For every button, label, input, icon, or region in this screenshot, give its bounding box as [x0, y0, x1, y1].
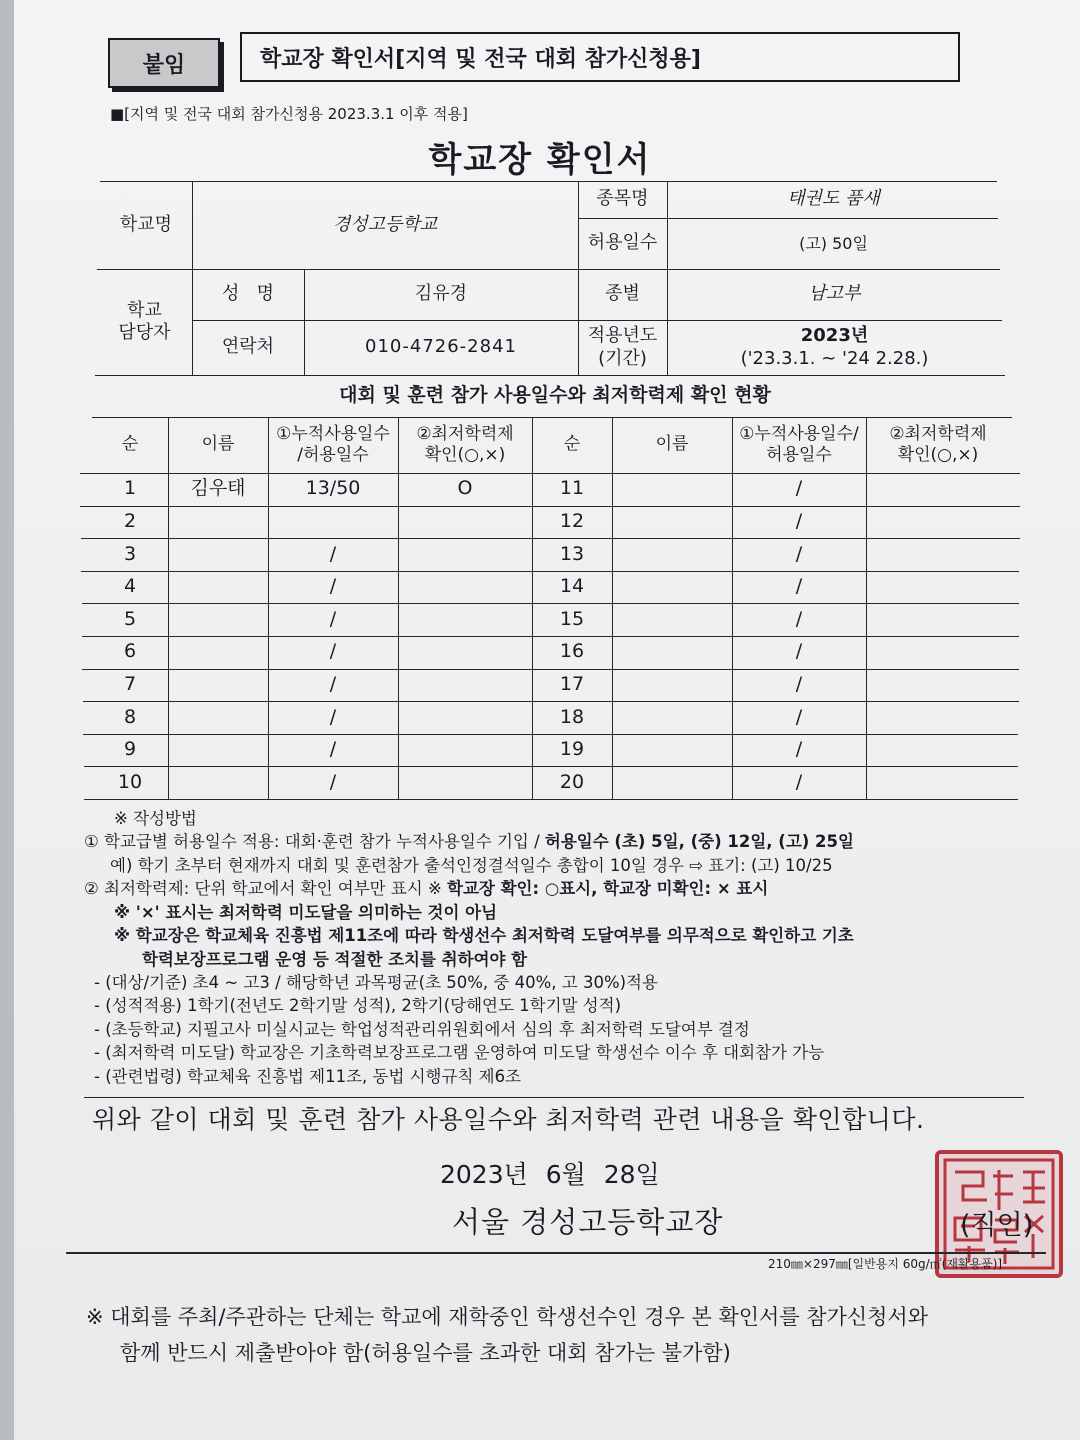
- footer-note: [86, 1300, 928, 1371]
- table-cell-days: /: [795, 770, 803, 793]
- note-text: ② 최저학력제: 단위 학교에서 확인 여부만 표시 ※: [84, 879, 448, 899]
- table-cell-no: 16: [559, 640, 585, 663]
- notes-heading: ※ 작성방법: [114, 809, 197, 828]
- table-cell-no: 18: [559, 705, 585, 728]
- table-cell-no: 13: [559, 542, 585, 565]
- table-header-cell: ②최저학력제 확인(○,×): [889, 423, 987, 465]
- table-cell-name: [168, 669, 268, 702]
- table-cell-days: /: [795, 607, 803, 630]
- period-text: ('23.3.1. ~ '24 2.28.): [740, 347, 929, 369]
- table-cell-no: 7: [123, 673, 137, 696]
- table-cell-no: 17: [559, 673, 585, 696]
- table-cell-name: [612, 701, 732, 734]
- table-cell-check: [398, 669, 532, 702]
- table-cell-days: 13/50: [305, 477, 361, 500]
- signature-rule: [66, 1252, 1046, 1254]
- note-line: - (초등학교) 지필고사 미실시교는 학업성적관리위원회에서 심의 후 최저학력 도달여부 결정: [94, 1019, 750, 1039]
- event-label: 종목명: [596, 188, 649, 210]
- footer-line: ※ 대회를 주최/주관하는 단체는 학교에 재학중인 학생선수인 경우 본 확인서를 참가신청서와: [86, 1305, 929, 1329]
- table-cell-name: [612, 636, 732, 669]
- allowed-days-label: 허용일수: [587, 232, 658, 254]
- table-header-cell: ①누적사용일수/ 허용일수: [739, 423, 859, 465]
- notes-rule: [84, 1097, 1024, 1098]
- table-cell-no: 3: [123, 542, 137, 565]
- table-cell-name: [168, 734, 268, 767]
- table-cell-name: [612, 734, 732, 767]
- note-text: ① 학교급별 허용일수 적용: 대회·훈련 참가 누적사용일수 기입 /: [84, 832, 545, 852]
- table-cell-check: [398, 506, 532, 539]
- table-cell-check: [398, 636, 532, 669]
- table-cell-no: 2: [123, 510, 137, 533]
- table-cell-name: [612, 766, 732, 799]
- table-header-cell: 순: [563, 434, 581, 455]
- section-title: 대회 및 훈련 참가 사용일수와 최저학력제 확인 현황: [339, 384, 771, 406]
- table-cell-days: /: [329, 607, 337, 630]
- table-cell-check: [398, 701, 532, 734]
- table-cell-days: /: [329, 542, 337, 565]
- table-cell-check: [866, 734, 1010, 767]
- table-cell-name: 김우태: [190, 477, 246, 500]
- table-cell-days: /: [795, 542, 803, 565]
- phone-label: 연락처: [221, 336, 275, 358]
- phone-value: 010-4726-2841: [365, 336, 517, 358]
- table-cell-days: /: [329, 705, 337, 728]
- table-cell-days: /: [329, 575, 337, 598]
- table-cell-days: /: [795, 575, 803, 598]
- table-cell-name: [612, 506, 732, 539]
- table-cell-no: 4: [123, 575, 137, 598]
- info-rule: [95, 375, 1005, 376]
- note-bold: 허용일수 (초) 5일, (중) 12일, (고) 25일: [544, 832, 854, 852]
- table-cell-days: /: [795, 477, 803, 500]
- note-line: - (대상/기준) 초4 ~ 고3 / 해당학년 과목평균(초 50%, 중 40%, 고 30%)적용: [94, 972, 658, 992]
- confirmation-date: 2023년 6월 28일: [440, 1160, 660, 1189]
- table-cell-no: 12: [559, 510, 585, 533]
- document-heading: 학교장 확인서[지역 및 전국 대회 참가신청용]: [260, 46, 701, 72]
- note-line: [84, 830, 1044, 853]
- footer-line: 함께 반드시 제출받아야 함(허용일수를 초과한 대회 참가는 불가함): [120, 1340, 731, 1365]
- table-cell-name: [168, 603, 268, 636]
- table-cell-name: [168, 701, 268, 734]
- note-line: [84, 877, 1044, 900]
- table-header-cell: 순: [121, 434, 139, 455]
- table-cell-name: [168, 571, 268, 604]
- table-cell-no: 6: [123, 640, 137, 663]
- table-cell-days: /: [795, 673, 803, 696]
- table-cell-check: [866, 506, 1010, 539]
- table-cell-name: [612, 538, 732, 571]
- table-cell-name: [168, 506, 268, 539]
- table-cell-no: 20: [559, 770, 585, 793]
- note-line: ※ 학교장은 학교체육 진흥법 제11조에 따라 학생선수 최저학력 도달여부를 의무적으로 확인하고 기초: [114, 926, 854, 946]
- table-cell-check: [866, 571, 1010, 604]
- year-label: 적용년도 (기간): [587, 325, 658, 369]
- table-header-cell: 이름: [655, 434, 689, 455]
- table-cell-name: [612, 473, 732, 506]
- category-value: 남고부: [808, 283, 861, 305]
- table-cell-check: [866, 603, 1010, 636]
- writing-instructions: [84, 807, 1044, 1088]
- signer-title: 서울 경성고등학교장: [452, 1205, 724, 1239]
- table-cell-check: [866, 636, 1010, 669]
- category-label: 종별: [605, 283, 640, 305]
- note-bold: 학교장 확인: ○표시, 학교장 미확인: × 표시: [447, 879, 769, 899]
- table-header-cell: ①누적사용일수 /허용일수: [276, 423, 390, 465]
- table-cell-days: /: [329, 738, 337, 761]
- table-cell-name: [612, 669, 732, 702]
- table-cell-name: [612, 603, 732, 636]
- person-name-value: 김유경: [414, 283, 468, 305]
- note-line: - (최저학력 미도달) 학교장은 기초학력보장프로그램 운영하여 미도달 학생선수 이수 후 대회참가 가능: [94, 1043, 825, 1063]
- table-cell-no: 10: [117, 770, 143, 793]
- table-cell-check: [398, 571, 532, 604]
- note-line: 예) 학기 초부터 현재까지 대회 및 훈련참가 출석인정결석일수 총합이 10일 경우 ⇨ 표기: (고) 10/25: [110, 855, 833, 875]
- table-cell-name: [168, 538, 268, 571]
- note-line: - (성적적용) 1학기(전년도 2학기말 성적), 2학기(당해연도 1학기말 성적): [94, 996, 622, 1016]
- table-cell-check: [866, 766, 1010, 799]
- table-header-cell: ②최저학력제 확인(○,×): [416, 423, 514, 465]
- table-cell-days: /: [795, 738, 803, 761]
- table-cell-no: 14: [559, 575, 585, 598]
- table-cell-check: [398, 766, 532, 799]
- table-cell-days: /: [329, 640, 337, 663]
- table-cell-check: [866, 538, 1010, 571]
- table-cell-no: 8: [123, 705, 137, 728]
- note-line: 학력보장프로그램 운영 등 적절한 조치를 취하여야 함: [142, 949, 528, 969]
- attachment-tag: 붙임: [108, 38, 220, 88]
- table-cell-no: 11: [559, 477, 585, 500]
- person-name-label: 성 명: [222, 283, 274, 305]
- table-cell-check: [398, 603, 532, 636]
- table-cell-name: [168, 636, 268, 669]
- table-cell-check: [398, 538, 532, 571]
- allowed-days-value: (고) 50일: [799, 233, 868, 253]
- table-cell-days: /: [329, 770, 337, 793]
- table-cell-days: /: [329, 673, 337, 696]
- school-name-label: 학교명: [119, 213, 173, 235]
- seal-label: (직인): [960, 1210, 1034, 1241]
- school-name-value: 경성고등학교: [332, 213, 438, 235]
- table-cell-days: /: [795, 510, 803, 533]
- table-cell-days: /: [795, 705, 803, 728]
- table-cell-days: /: [795, 640, 803, 663]
- paper-spec: 210㎜×297㎜[일반용지 60g/㎡(재활용품)]: [768, 1257, 1003, 1271]
- table-cell-check: [866, 473, 1010, 506]
- table-cell-no: 5: [123, 607, 137, 630]
- table-cell-name: [168, 766, 268, 799]
- table-cell-no: 15: [559, 607, 585, 630]
- note-line: - (관련법령) 학교체육 진흥법 제11조, 동법 시행규칙 제6조: [94, 1066, 521, 1086]
- table-header-cell: 이름: [201, 434, 235, 455]
- table-rule: [84, 799, 1018, 800]
- table-cell-no: 19: [559, 738, 585, 761]
- confirmation-statement: 위와 같이 대회 및 훈련 참가 사용일수와 최저학력 관련 내용을 확인합니다.: [92, 1105, 925, 1134]
- table-cell-name: [612, 571, 732, 604]
- table-cell-check: [866, 669, 1010, 702]
- table-cell-check: [398, 734, 532, 767]
- contact-person-label: 학교 담당자: [118, 299, 171, 343]
- apply-note: ■[지역 및 전국 대회 참가신청용 2023.3.1 이후 적용]: [110, 105, 468, 123]
- document-heading-box: [240, 32, 960, 82]
- table-cell-no: 9: [123, 738, 137, 761]
- year-value: [667, 320, 1002, 375]
- event-value: 태권도 품새: [787, 188, 880, 210]
- table-cell-check: [866, 701, 1010, 734]
- note-line: ※ '×' 표시는 최저학력 미도달을 의미하는 것이 아님: [114, 902, 498, 922]
- table-cell-check: O: [457, 477, 473, 500]
- table-cell-days: [268, 506, 398, 539]
- table-cell-no: 1: [123, 477, 137, 500]
- page-title: 학교장 확인서: [428, 140, 652, 180]
- year-text: 2023년: [800, 325, 869, 346]
